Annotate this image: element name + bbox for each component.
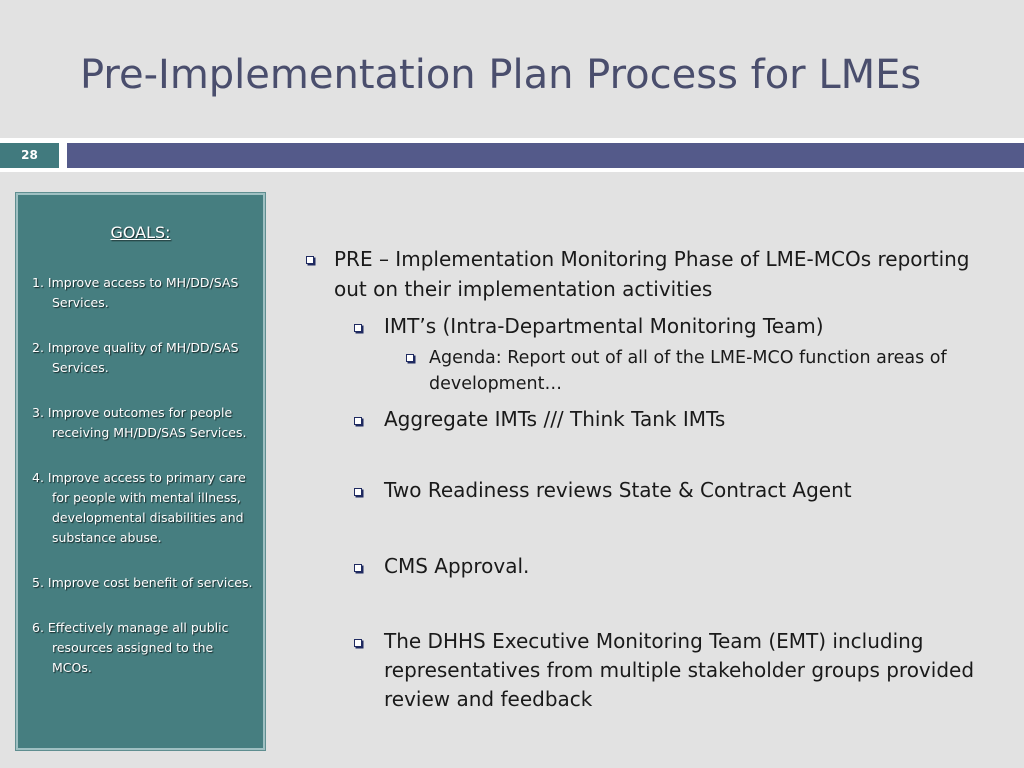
- square-bullet-icon: [354, 564, 362, 572]
- bullet-text: IMT’s (Intra-Departmental Monitoring Team): [384, 314, 824, 338]
- goal-item-2: 2. Improve quality of MH/DD/SAS Services.: [32, 340, 239, 375]
- bullet-cms-approval: [300, 552, 990, 581]
- square-bullet-icon: [354, 639, 362, 647]
- bullet-text: Agenda: Report out of all of the LME-MCO function areas of development…: [429, 348, 947, 394]
- bullet-text: PRE – Implementation Monitoring Phase of LME-MCOs reporting out on their implementation activities: [334, 247, 970, 301]
- bullet-dhhs-emt: [300, 627, 990, 714]
- goal-item-1: 1. Improve access to MH/DD/SAS Services.: [32, 275, 239, 310]
- bullet-text: Two Readiness reviews State & Contract Agent: [384, 478, 852, 502]
- bullet-agenda: [300, 345, 990, 397]
- goal-item-5: 5. Improve cost benefit of services.: [32, 575, 253, 590]
- page-number: 28: [0, 143, 59, 168]
- bullet-text: The DHHS Executive Monitoring Team (EMT) including representatives from multiple stakeholder groups provided review and feedback: [384, 629, 975, 711]
- goal-item-6: 6. Effectively manage all public resources assigned to the MCOs.: [32, 620, 229, 675]
- square-bullet-icon: [354, 417, 362, 425]
- goal-item-4: 4. Improve access to primary care for people with mental illness, developmental disabilities and substance abuse.: [32, 470, 246, 545]
- square-bullet-icon: [406, 354, 414, 362]
- slide-title: Pre-Implementation Plan Process for LMEs: [80, 52, 922, 98]
- goals-box: [16, 193, 265, 750]
- bullet-aggregate-imts: [300, 405, 990, 434]
- goals-list: [32, 273, 254, 703]
- accent-bar: [67, 143, 1024, 168]
- bullet-text: CMS Approval.: [384, 554, 530, 578]
- bullet-text: Aggregate IMTs /// Think Tank IMTs: [384, 407, 726, 431]
- square-bullet-icon: [354, 488, 362, 496]
- content-area: [300, 240, 990, 714]
- bullet-pre-implementation: [300, 244, 990, 304]
- square-bullet-icon: [306, 256, 314, 264]
- square-bullet-icon: [354, 324, 362, 332]
- bullet-imts: [300, 312, 990, 341]
- goals-heading: GOALS:: [110, 223, 171, 242]
- bullet-readiness-reviews: [300, 476, 990, 505]
- goal-item-3: 3. Improve outcomes for people receiving MH/DD/SAS Services.: [32, 405, 247, 440]
